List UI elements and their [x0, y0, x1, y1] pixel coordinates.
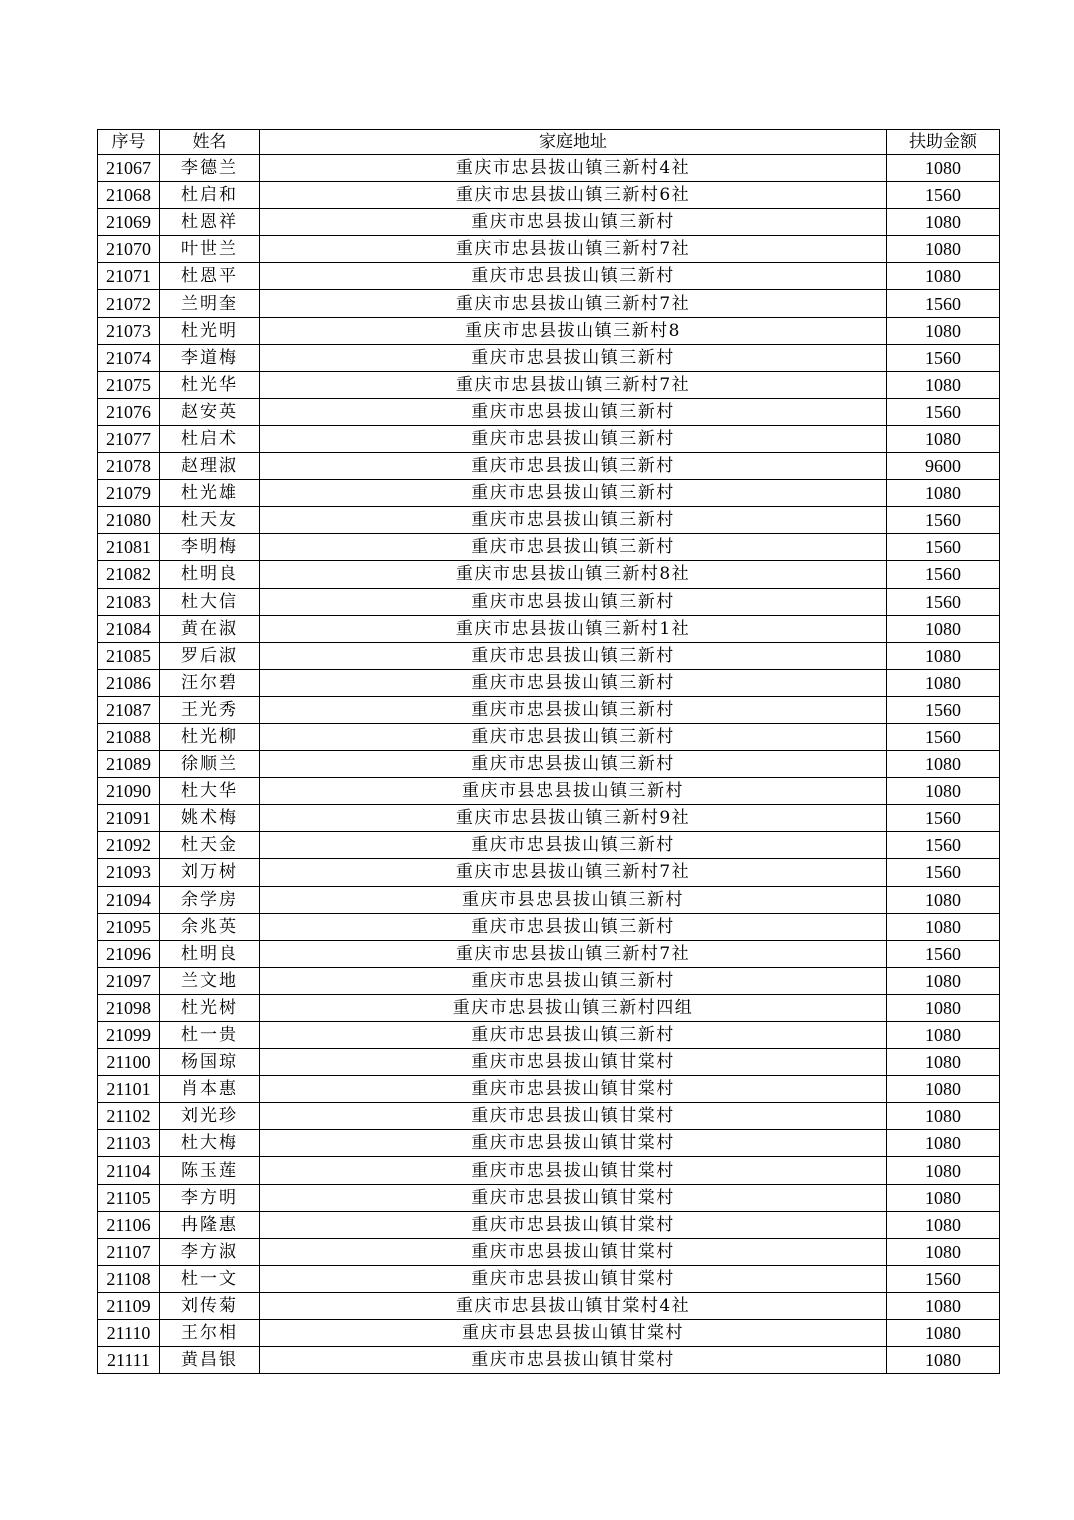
- name-cell: 杜一贵: [160, 1022, 260, 1049]
- name-cell: 兰明奎: [160, 290, 260, 317]
- serial-number-cell: 21089: [98, 751, 160, 778]
- assistance-amount-cell: 1080: [887, 1320, 1000, 1347]
- serial-number-cell: 21072: [98, 290, 160, 317]
- assistance-amount-cell: 1080: [887, 236, 1000, 263]
- serial-number-cell: 21099: [98, 1022, 160, 1049]
- serial-number-cell: 21094: [98, 886, 160, 913]
- serial-number-cell: 21098: [98, 994, 160, 1021]
- serial-number-cell: 21070: [98, 236, 160, 263]
- serial-number-cell: 21084: [98, 615, 160, 642]
- name-cell: 李德兰: [160, 155, 260, 182]
- serial-number-cell: 21095: [98, 913, 160, 940]
- table-row: [98, 913, 1000, 940]
- assistance-amount-cell: 1080: [887, 913, 1000, 940]
- name-cell: 李方明: [160, 1184, 260, 1211]
- assistance-amount-cell: 1080: [887, 263, 1000, 290]
- name-cell: 杜光柳: [160, 723, 260, 750]
- table-row: [98, 398, 1000, 425]
- serial-number-cell: 21087: [98, 696, 160, 723]
- name-cell: 杜光明: [160, 317, 260, 344]
- assistance-amount-cell: 1560: [887, 588, 1000, 615]
- table-row: [98, 1320, 1000, 1347]
- assistance-amount-cell: 1080: [887, 1184, 1000, 1211]
- serial-number-cell: 21106: [98, 1211, 160, 1238]
- name-cell: 刘万树: [160, 859, 260, 886]
- table-row: [98, 940, 1000, 967]
- assistance-amount-cell: 1080: [887, 994, 1000, 1021]
- assistance-amount-cell: 1080: [887, 669, 1000, 696]
- name-cell: 叶世兰: [160, 236, 260, 263]
- assistance-amount-cell: 1080: [887, 209, 1000, 236]
- assistance-amount-cell: 1080: [887, 1211, 1000, 1238]
- home-address-cell: 重庆市忠县拔山镇三新村8社: [260, 561, 887, 588]
- home-address-cell: 重庆市忠县拔山镇三新村: [260, 344, 887, 371]
- assistance-amount-cell: 1080: [887, 1103, 1000, 1130]
- serial-number-cell: 21107: [98, 1238, 160, 1265]
- name-cell: 杜明良: [160, 940, 260, 967]
- assistance-amount-cell: 1080: [887, 967, 1000, 994]
- table-row: [98, 561, 1000, 588]
- assistance-amount-cell: 1080: [887, 1130, 1000, 1157]
- table-row: [98, 155, 1000, 182]
- assistance-amount-cell: 1080: [887, 1022, 1000, 1049]
- serial-number-cell: 21091: [98, 805, 160, 832]
- home-address-cell: 重庆市县忠县拔山镇三新村: [260, 886, 887, 913]
- assistance-amount-cell: 1560: [887, 832, 1000, 859]
- header-name: 姓名: [160, 130, 260, 155]
- name-cell: 姚术梅: [160, 805, 260, 832]
- name-cell: 王尔相: [160, 1320, 260, 1347]
- home-address-cell: 重庆市忠县拔山镇三新村: [260, 507, 887, 534]
- name-cell: 余兆英: [160, 913, 260, 940]
- table-row: [98, 615, 1000, 642]
- name-cell: 杜恩平: [160, 263, 260, 290]
- assistance-amount-cell: 1080: [887, 1238, 1000, 1265]
- name-cell: 杜天金: [160, 832, 260, 859]
- assistance-amount-cell: 1080: [887, 615, 1000, 642]
- table-row: [98, 1211, 1000, 1238]
- assistance-amount-cell: 1560: [887, 290, 1000, 317]
- table-row: [98, 290, 1000, 317]
- table-body: [98, 155, 1000, 1374]
- name-cell: 陈玉莲: [160, 1157, 260, 1184]
- table-row: [98, 1076, 1000, 1103]
- table-row: [98, 1292, 1000, 1319]
- name-cell: 杜启术: [160, 425, 260, 452]
- table-row: [98, 236, 1000, 263]
- serial-number-cell: 21102: [98, 1103, 160, 1130]
- home-address-cell: 重庆市忠县拔山镇甘棠村: [260, 1265, 887, 1292]
- serial-number-cell: 21080: [98, 507, 160, 534]
- home-address-cell: 重庆市忠县拔山镇三新村7社: [260, 371, 887, 398]
- home-address-cell: 重庆市忠县拔山镇三新村四组: [260, 994, 887, 1021]
- serial-number-cell: 21082: [98, 561, 160, 588]
- serial-number-cell: 21100: [98, 1049, 160, 1076]
- name-cell: 杜大梅: [160, 1130, 260, 1157]
- name-cell: 杜天友: [160, 507, 260, 534]
- assistance-amount-cell: 1080: [887, 778, 1000, 805]
- serial-number-cell: 21108: [98, 1265, 160, 1292]
- serial-number-cell: 21086: [98, 669, 160, 696]
- home-address-cell: 重庆市忠县拔山镇三新村7社: [260, 940, 887, 967]
- name-cell: 杜恩祥: [160, 209, 260, 236]
- name-cell: 杜启和: [160, 182, 260, 209]
- assistance-amount-cell: 1560: [887, 534, 1000, 561]
- serial-number-cell: 21088: [98, 723, 160, 750]
- serial-number-cell: 21074: [98, 344, 160, 371]
- name-cell: 杜光华: [160, 371, 260, 398]
- table-row: [98, 751, 1000, 778]
- name-cell: 黄在淑: [160, 615, 260, 642]
- serial-number-cell: 21073: [98, 317, 160, 344]
- home-address-cell: 重庆市忠县拔山镇三新村4社: [260, 155, 887, 182]
- assistance-amount-cell: 1080: [887, 1076, 1000, 1103]
- assistance-amount-cell: 9600: [887, 453, 1000, 480]
- home-address-cell: 重庆市忠县拔山镇三新村7社: [260, 859, 887, 886]
- home-address-cell: 重庆市忠县拔山镇甘棠村: [260, 1130, 887, 1157]
- home-address-cell: 重庆市忠县拔山镇三新村: [260, 723, 887, 750]
- table-row: [98, 1022, 1000, 1049]
- name-cell: 杜大华: [160, 778, 260, 805]
- assistance-amount-cell: 1560: [887, 940, 1000, 967]
- header-row: [98, 130, 1000, 155]
- name-cell: 杜光树: [160, 994, 260, 1021]
- table-row: [98, 967, 1000, 994]
- table-row: [98, 344, 1000, 371]
- name-cell: 刘光珍: [160, 1103, 260, 1130]
- home-address-cell: 重庆市忠县拔山镇三新村7社: [260, 236, 887, 263]
- home-address-cell: 重庆市忠县拔山镇三新村: [260, 913, 887, 940]
- table-row: [98, 859, 1000, 886]
- assistance-amount-cell: 1080: [887, 155, 1000, 182]
- table-row: [98, 1157, 1000, 1184]
- assistance-amount-cell: 1080: [887, 1049, 1000, 1076]
- table-row: [98, 832, 1000, 859]
- serial-number-cell: 21085: [98, 642, 160, 669]
- serial-number-cell: 21103: [98, 1130, 160, 1157]
- name-cell: 杜光雄: [160, 480, 260, 507]
- home-address-cell: 重庆市县忠县拔山镇三新村: [260, 778, 887, 805]
- home-address-cell: 重庆市忠县拔山镇三新村: [260, 534, 887, 561]
- serial-number-cell: 21067: [98, 155, 160, 182]
- header-home-address: 家庭地址: [260, 130, 887, 155]
- assistance-amount-cell: 1080: [887, 371, 1000, 398]
- home-address-cell: 重庆市忠县拔山镇甘棠村: [260, 1157, 887, 1184]
- home-address-cell: 重庆市忠县拔山镇三新村: [260, 1022, 887, 1049]
- name-cell: 赵理淑: [160, 453, 260, 480]
- assistance-amount-cell: 1080: [887, 751, 1000, 778]
- home-address-cell: 重庆市忠县拔山镇三新村8: [260, 317, 887, 344]
- serial-number-cell: 21104: [98, 1157, 160, 1184]
- name-cell: 余学房: [160, 886, 260, 913]
- assistance-amount-cell: 1560: [887, 859, 1000, 886]
- serial-number-cell: 21068: [98, 182, 160, 209]
- table-row: [98, 805, 1000, 832]
- name-cell: 肖本惠: [160, 1076, 260, 1103]
- home-address-cell: 重庆市忠县拔山镇三新村: [260, 209, 887, 236]
- assistance-amount-cell: 1080: [887, 480, 1000, 507]
- name-cell: 李方淑: [160, 1238, 260, 1265]
- home-address-cell: 重庆市忠县拔山镇三新村: [260, 751, 887, 778]
- name-cell: 杨国琼: [160, 1049, 260, 1076]
- home-address-cell: 重庆市忠县拔山镇三新村: [260, 480, 887, 507]
- serial-number-cell: 21071: [98, 263, 160, 290]
- serial-number-cell: 21077: [98, 425, 160, 452]
- serial-number-cell: 21081: [98, 534, 160, 561]
- serial-number-cell: 21097: [98, 967, 160, 994]
- home-address-cell: 重庆市忠县拔山镇三新村9社: [260, 805, 887, 832]
- home-address-cell: 重庆市忠县拔山镇三新村7社: [260, 290, 887, 317]
- serial-number-cell: 21069: [98, 209, 160, 236]
- name-cell: 赵安英: [160, 398, 260, 425]
- serial-number-cell: 21111: [98, 1347, 160, 1374]
- table-row: [98, 453, 1000, 480]
- name-cell: 李道梅: [160, 344, 260, 371]
- assistance-amount-cell: 1560: [887, 805, 1000, 832]
- home-address-cell: 重庆市忠县拔山镇甘棠村: [260, 1103, 887, 1130]
- name-cell: 罗后淑: [160, 642, 260, 669]
- assistance-amount-cell: 1560: [887, 398, 1000, 425]
- assistance-amount-cell: 1080: [887, 425, 1000, 452]
- assistance-amount-cell: 1080: [887, 886, 1000, 913]
- home-address-cell: 重庆市忠县拔山镇三新村: [260, 398, 887, 425]
- assistance-amount-cell: 1560: [887, 182, 1000, 209]
- home-address-cell: 重庆市忠县拔山镇甘棠村: [260, 1347, 887, 1374]
- name-cell: 李明梅: [160, 534, 260, 561]
- assistance-amount-cell: 1080: [887, 1347, 1000, 1374]
- serial-number-cell: 21092: [98, 832, 160, 859]
- table-row: [98, 1184, 1000, 1211]
- serial-number-cell: 21110: [98, 1320, 160, 1347]
- name-cell: 冉隆惠: [160, 1211, 260, 1238]
- serial-number-cell: 21105: [98, 1184, 160, 1211]
- name-cell: 刘传菊: [160, 1292, 260, 1319]
- table-row: [98, 1049, 1000, 1076]
- table-row: [98, 371, 1000, 398]
- assistance-amount-cell: 1560: [887, 723, 1000, 750]
- table-row: [98, 263, 1000, 290]
- assistance-roster-table: [97, 129, 1000, 1374]
- home-address-cell: 重庆市忠县拔山镇三新村: [260, 263, 887, 290]
- assistance-amount-cell: 1560: [887, 344, 1000, 371]
- home-address-cell: 重庆市忠县拔山镇甘棠村: [260, 1238, 887, 1265]
- assistance-amount-cell: 1080: [887, 1157, 1000, 1184]
- table-row: [98, 1238, 1000, 1265]
- table-row: [98, 778, 1000, 805]
- name-cell: 兰文地: [160, 967, 260, 994]
- assistance-amount-cell: 1560: [887, 696, 1000, 723]
- name-cell: 王光秀: [160, 696, 260, 723]
- table-row: [98, 669, 1000, 696]
- serial-number-cell: 21093: [98, 859, 160, 886]
- home-address-cell: 重庆市忠县拔山镇三新村6社: [260, 182, 887, 209]
- table-row: [98, 886, 1000, 913]
- assistance-amount-cell: 1560: [887, 561, 1000, 588]
- home-address-cell: 重庆市忠县拔山镇三新村: [260, 642, 887, 669]
- home-address-cell: 重庆市忠县拔山镇三新村: [260, 832, 887, 859]
- name-cell: 杜明良: [160, 561, 260, 588]
- table-row: [98, 209, 1000, 236]
- table-row: [98, 696, 1000, 723]
- serial-number-cell: 21076: [98, 398, 160, 425]
- table-row: [98, 425, 1000, 452]
- home-address-cell: 重庆市忠县拔山镇三新村: [260, 696, 887, 723]
- table-row: [98, 507, 1000, 534]
- header-assistance-amount: 扶助金额: [887, 130, 1000, 155]
- home-address-cell: 重庆市忠县拔山镇三新村: [260, 967, 887, 994]
- home-address-cell: 重庆市忠县拔山镇甘棠村: [260, 1184, 887, 1211]
- home-address-cell: 重庆市忠县拔山镇三新村: [260, 453, 887, 480]
- home-address-cell: 重庆市忠县拔山镇甘棠村: [260, 1076, 887, 1103]
- serial-number-cell: 21096: [98, 940, 160, 967]
- name-cell: 黄昌银: [160, 1347, 260, 1374]
- home-address-cell: 重庆市县忠县拔山镇甘棠村: [260, 1320, 887, 1347]
- table-row: [98, 1103, 1000, 1130]
- home-address-cell: 重庆市忠县拔山镇甘棠村4社: [260, 1292, 887, 1319]
- table-row: [98, 994, 1000, 1021]
- name-cell: 汪尔碧: [160, 669, 260, 696]
- name-cell: 杜一文: [160, 1265, 260, 1292]
- home-address-cell: 重庆市忠县拔山镇三新村: [260, 425, 887, 452]
- table-row: [98, 1130, 1000, 1157]
- name-cell: 杜大信: [160, 588, 260, 615]
- table-row: [98, 642, 1000, 669]
- serial-number-cell: 21079: [98, 480, 160, 507]
- table-row: [98, 723, 1000, 750]
- home-address-cell: 重庆市忠县拔山镇甘棠村: [260, 1049, 887, 1076]
- serial-number-cell: 21090: [98, 778, 160, 805]
- home-address-cell: 重庆市忠县拔山镇三新村1社: [260, 615, 887, 642]
- table-row: [98, 588, 1000, 615]
- serial-number-cell: 21078: [98, 453, 160, 480]
- assistance-amount-cell: 1080: [887, 317, 1000, 344]
- assistance-amount-cell: 1560: [887, 1265, 1000, 1292]
- name-cell: 徐顺兰: [160, 751, 260, 778]
- table-row: [98, 317, 1000, 344]
- assistance-amount-cell: 1080: [887, 642, 1000, 669]
- table-row: [98, 182, 1000, 209]
- serial-number-cell: 21101: [98, 1076, 160, 1103]
- home-address-cell: 重庆市忠县拔山镇三新村: [260, 669, 887, 696]
- serial-number-cell: 21109: [98, 1292, 160, 1319]
- assistance-amount-cell: 1080: [887, 1292, 1000, 1319]
- table-row: [98, 480, 1000, 507]
- home-address-cell: 重庆市忠县拔山镇甘棠村: [260, 1211, 887, 1238]
- header-serial-number: 序号: [98, 130, 160, 155]
- serial-number-cell: 21083: [98, 588, 160, 615]
- table-row: [98, 1265, 1000, 1292]
- table-row: [98, 534, 1000, 561]
- serial-number-cell: 21075: [98, 371, 160, 398]
- assistance-amount-cell: 1560: [887, 507, 1000, 534]
- table-row: [98, 1347, 1000, 1374]
- home-address-cell: 重庆市忠县拔山镇三新村: [260, 588, 887, 615]
